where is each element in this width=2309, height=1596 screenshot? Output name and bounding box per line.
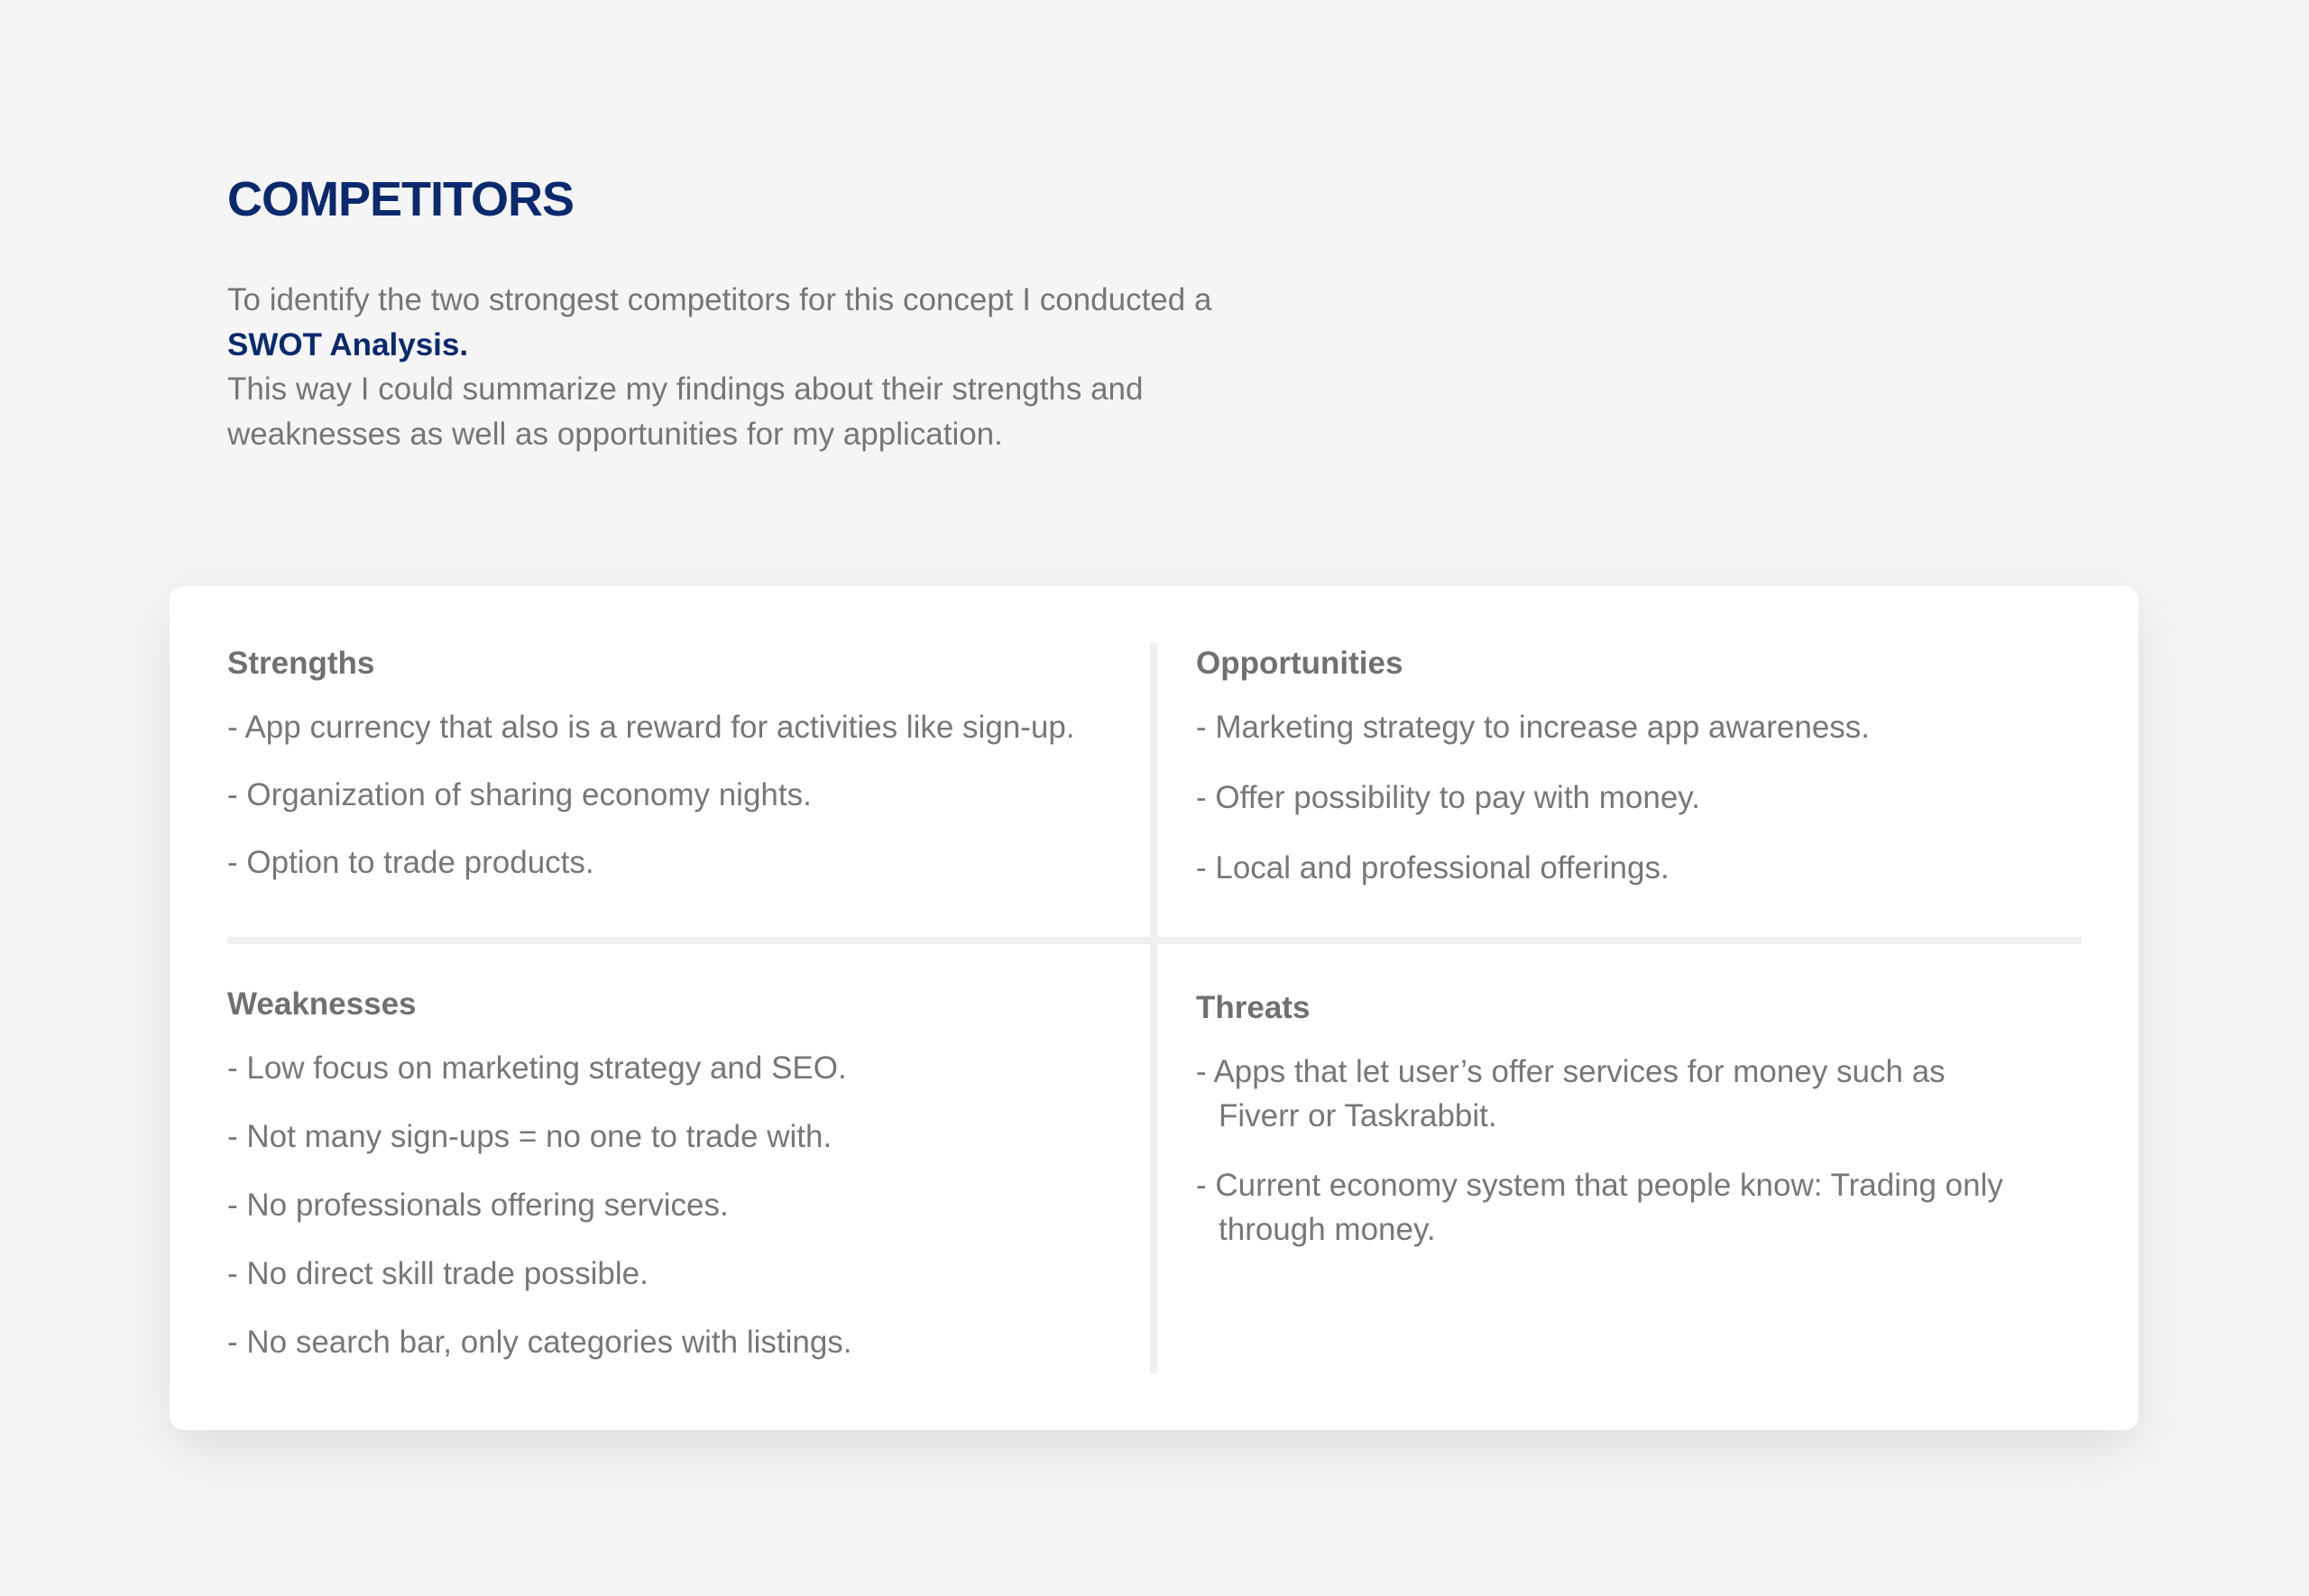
vertical-divider — [1150, 643, 1157, 1373]
list-item: - No professionals offering services. — [227, 1188, 729, 1223]
swot-highlight: SWOT Analysis. — [227, 326, 469, 362]
intro-paragraph — [227, 278, 1219, 456]
list-item: - Option to trade products. — [227, 845, 594, 880]
threats-quadrant — [1196, 990, 2008, 1277]
opportunities-quadrant — [1196, 646, 2098, 916]
list-item: - Offer possibility to pay with money. — [1196, 780, 1700, 815]
list-item: - No search bar, only categories with listings. — [227, 1325, 852, 1360]
list-item: - No direct skill trade possible. — [227, 1256, 649, 1291]
strengths-quadrant — [227, 646, 1129, 908]
strengths-heading: Strengths — [227, 646, 375, 681]
intro-text: To identify the two strongest competitors for this concept I conducted a — [227, 282, 1212, 317]
page-title: COMPETITORS — [227, 172, 575, 226]
opportunities-heading: Opportunities — [1196, 646, 1403, 681]
list-item: - Apps that let user’s offer services for money such as Fiverr or Taskrabbit. — [1196, 1054, 1946, 1133]
horizontal-divider — [227, 937, 2082, 944]
swot-card — [170, 586, 2139, 1430]
list-item: - Organization of sharing economy nights. — [227, 777, 812, 812]
list-item: - Not many sign-ups = no one to trade with. — [227, 1119, 833, 1154]
intro-text-2: This way I could summarize my findings about their strengths and weaknesses as well as opportunities for my application. — [227, 371, 1144, 452]
weaknesses-heading: Weaknesses — [227, 986, 417, 1022]
weaknesses-quadrant — [227, 986, 1129, 1389]
list-item: - App currency that also is a reward for activities like sign-up. — [227, 710, 1075, 745]
list-item: - Low focus on marketing strategy and SEO. — [227, 1050, 847, 1086]
threats-heading: Threats — [1196, 990, 1311, 1025]
list-item: - Current economy system that people know: Trading only through money. — [1196, 1168, 2003, 1247]
list-item: - Marketing strategy to increase app awareness. — [1196, 710, 1871, 745]
list-item: - Local and professional offerings. — [1196, 850, 1670, 885]
